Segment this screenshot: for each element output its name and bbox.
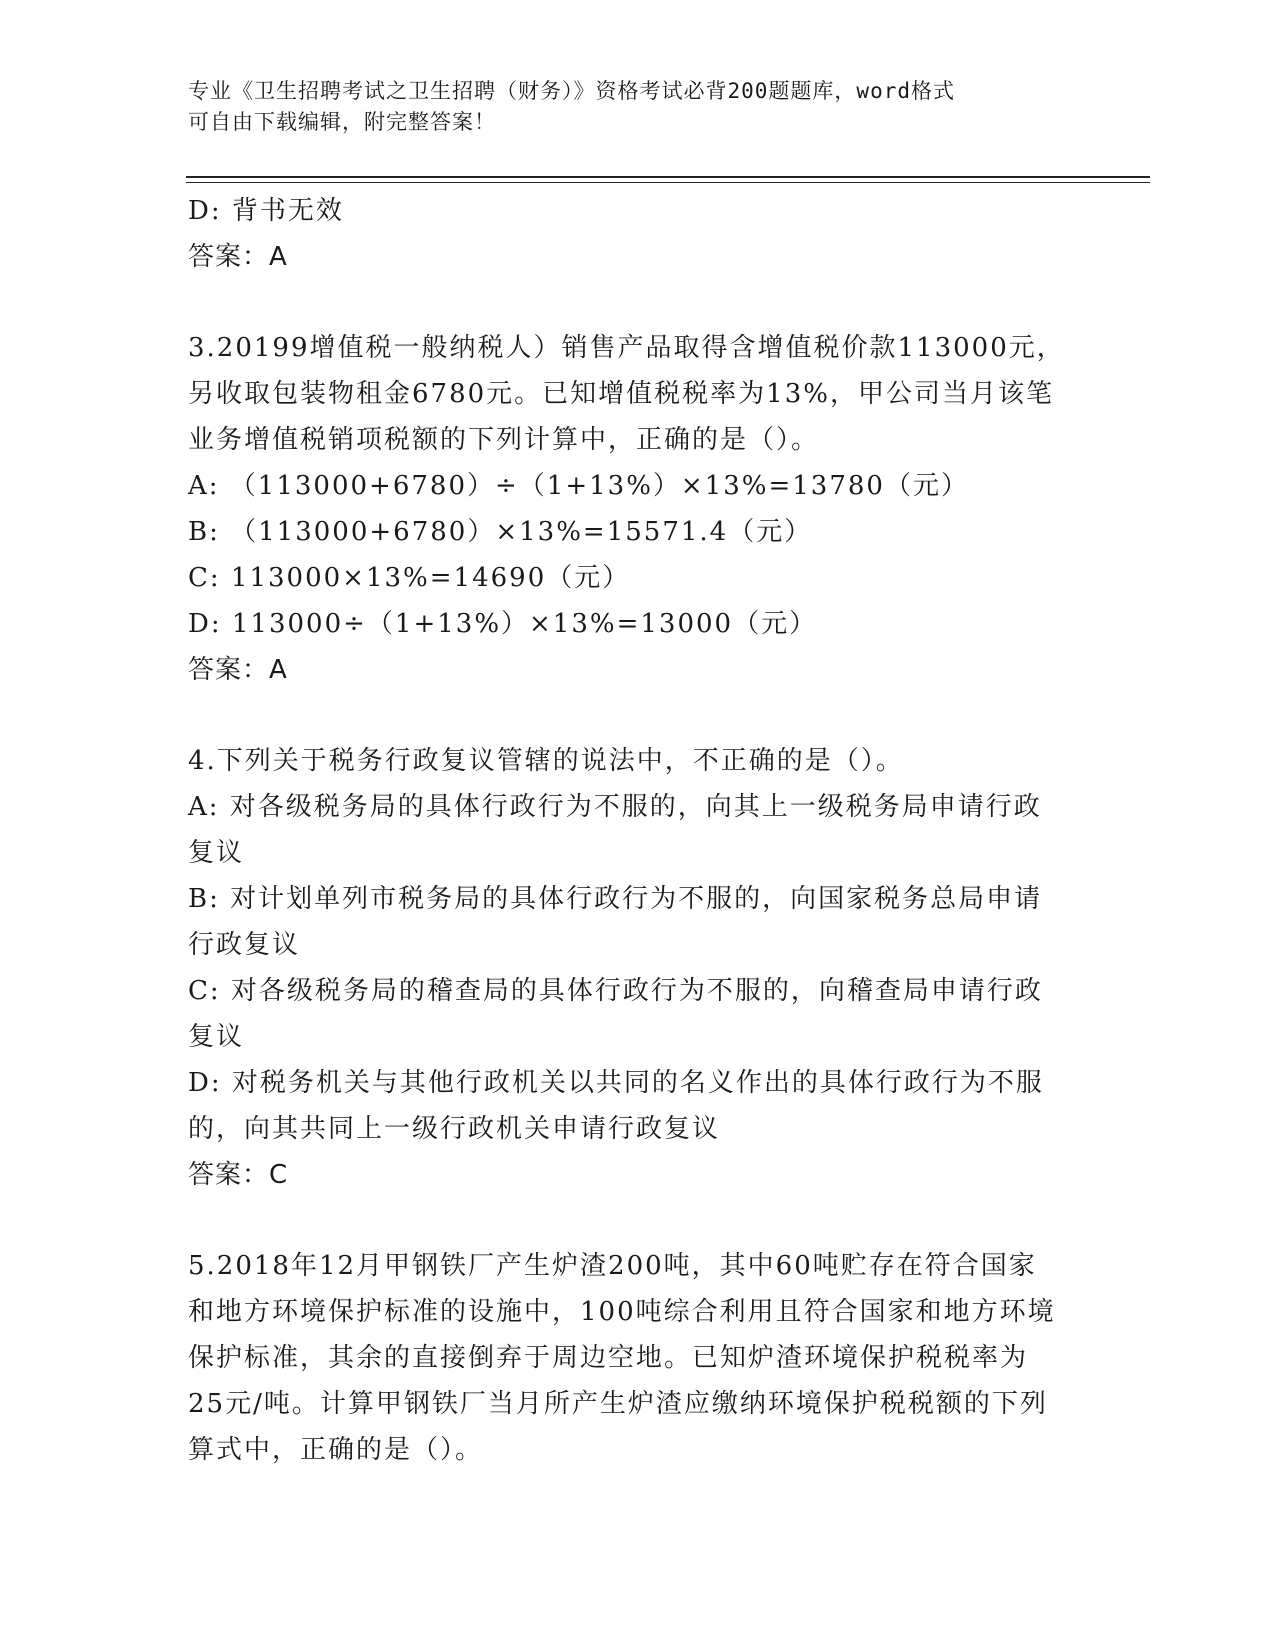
question-stem-line: 4.下列关于税务行政复议管辖的说法中，不正确的是（）。	[188, 746, 904, 776]
header-line-2: 可自由下载编辑，附完整答案！	[188, 110, 496, 134]
question-stem-line: 5.2018年12月甲钢铁厂产生炉渣200吨，其中60吨贮存在符合国家	[188, 1251, 1037, 1281]
spacer	[188, 1198, 1088, 1243]
answer-line: 答案：A	[188, 242, 288, 272]
question-stem-line: 另收取包装物租金6780元。已知增值税税率为13%，甲公司当月该笔	[188, 379, 1054, 409]
question-stem-line: 业务增值税销项税额的下列计算中，正确的是（）。	[188, 425, 820, 455]
option-a: A: （113000+6780）÷（1+13%）×13%=13780（元）	[188, 471, 969, 501]
question-stem-line: 和地方环境保护标准的设施中，100吨综合利用且符合国家和地方环境	[188, 1297, 1056, 1327]
option-a: A: 对各级税务局的具体行政行为不服的，向其上一级税务局申请行政	[188, 792, 1042, 822]
spacer	[188, 280, 1088, 325]
option-a-continued: 复议	[188, 838, 245, 868]
question-stem-line: 25元/吨。计算甲钢铁厂当月所产生炉渣应缴纳环境保护税税额的下列	[188, 1389, 1048, 1419]
option-d: D: 113000÷（1+13%）×13%=13000（元）	[188, 609, 818, 639]
header-rule-thin	[186, 182, 1150, 183]
question-stem-line: 保护标准，其余的直接倒弃于周边空地。已知炉渣环境保护税税率为	[188, 1343, 1029, 1373]
option-c: C: 113000×13%=14690（元）	[188, 563, 631, 593]
question-stem-line: 3.20199增值税一般纳税人）销售产品取得含增值税价款113000元，	[188, 333, 1065, 363]
question-2-tail	[188, 188, 1088, 280]
answer-line: 答案：A	[188, 655, 288, 685]
option-d: D: 对税务机关与其他行政机关以共同的名义作出的具体行政行为不服	[188, 1068, 1044, 1098]
question-5	[188, 1243, 1088, 1473]
option-d: D: 背书无效	[188, 196, 344, 226]
question-4	[188, 738, 1088, 1198]
option-b: B: （113000+6780）×13%=15571.4（元）	[188, 517, 813, 547]
header-line-1: 专业《卫生招聘考试之卫生招聘（财务）》资格考试必背200题题库，word格式	[188, 79, 955, 103]
option-c-continued: 复议	[188, 1022, 245, 1052]
question-stem-line: 算式中，正确的是（）。	[188, 1435, 484, 1465]
question-3	[188, 325, 1088, 693]
spacer	[188, 693, 1088, 738]
document-header	[188, 76, 1088, 138]
document-body	[188, 188, 1088, 1473]
option-d-continued: 的，向其共同上一级行政机关申请行政复议	[188, 1114, 721, 1144]
answer-line: 答案：C	[188, 1160, 289, 1190]
option-b-continued: 行政复议	[188, 930, 301, 960]
option-c: C: 对各级税务局的稽查局的具体行政行为不服的，向稽查局申请行政	[188, 976, 1043, 1006]
header-rule-thick	[186, 176, 1150, 178]
option-b: B: 对计划单列市税务局的具体行政行为不服的，向国家税务总局申请	[188, 884, 1043, 914]
